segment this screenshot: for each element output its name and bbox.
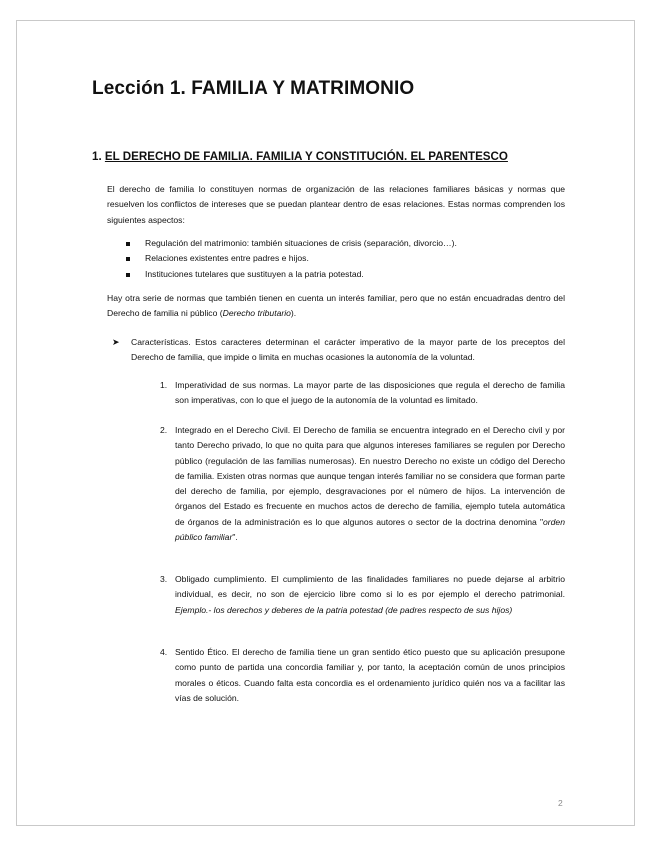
intro-paragraph: El derecho de familia lo constituyen normas de organización de las relaciones familiares básicas y normas que resuelven los conflictos de intereses que se puedan plantear dentro de esas relaciones. Estas normas comprenden los siguientes aspectos: xyxy=(107,184,565,225)
item-number: 3. xyxy=(160,574,168,584)
aspects-list xyxy=(126,236,457,282)
list-item: Relaciones existentes entre padres e hijos. xyxy=(126,251,457,266)
paragraph-other-norms xyxy=(107,291,565,322)
section-heading xyxy=(92,150,508,163)
item-number: 1. xyxy=(160,380,168,390)
item-text-body: Sentido Ético. El derecho de familia tiene un gran sentido ético puesto que su aplicación presupone como punto de partida una concordia familiar y, por tanto, la aceptación común de unos principios morales o éticos. Cuando falta esta concordia es el ordenamiento jurídico quién nos va a facilitar las vías de solución. xyxy=(175,647,565,703)
item-text xyxy=(175,423,565,545)
section-title: EL DERECHO DE FAMILIA. FAMILIA Y CONSTITUCIÓN. EL PARENTESCO xyxy=(104,150,508,163)
item-text-body: Obligado cumplimiento. El cumplimiento de las finalidades familiares no puede dejarse al arbitrio individual, es decir, no son de ejercicio libre como si lo es por ejemplo el derecho patrimonial. xyxy=(175,574,565,600)
paragraph-end: ). xyxy=(290,308,297,319)
page-title: Lección 1. FAMILIA Y MATRIMONIO xyxy=(92,78,415,99)
paragraph-text: Hay otra serie de normas que también tienen en cuenta un interés familiar, pero que no están encuadradas dentro del Derecho de familia ni público ( xyxy=(107,293,565,319)
item-number: 4. xyxy=(160,647,168,657)
list-item: Instituciones tutelares que sustituyen a la patria potestad. xyxy=(126,267,457,282)
item-number: 2. xyxy=(160,425,168,435)
arrow-bullet-icon: ➤ xyxy=(112,337,120,347)
item-text-italic: Ejemplo.- los derechos y deberes de la patria potestad (de padres respecto de sus hijos) xyxy=(175,604,513,615)
item-text-end: ". xyxy=(232,532,238,543)
item-text xyxy=(175,572,565,618)
item-text-italic: orden público familiar xyxy=(175,516,565,543)
item-text-body: Integrado en el Derecho Civil. El Derecho de familia se encuentra integrado en el Derecho civil y por tanto Derecho privado, lo que no quita para que algunos intereses familiares se regulen por Derecho público (regulación de las familias numerosas). En nuestro Derecho no existe un código del Derecho de familia. Existen otras normas que aunque tengan interés familiar no se considera que forman parte del derecho de familia, por ejemplo, desgravaciones por el número de hijos. La intervención de órganos del Estado es frecuente en muchos actos de derecho de familia, ejemplo tutela automática de órganos de la administración es lo que algunos autores o sector de la doctrina denomina " xyxy=(175,425,565,527)
paragraph-italic: Derecho tributario xyxy=(222,308,291,319)
list-item: Regulación del matrimonio: también situaciones de crisis (separación, divorcio…). xyxy=(126,236,457,251)
item-text xyxy=(175,378,565,409)
section-number: 1. xyxy=(92,150,102,163)
item-text-body: Imperatividad de sus normas. La mayor parte de las disposiciones que regula el derecho de familia son imperativas, con lo que el juego de la autonomía de la voluntad es limitado. xyxy=(175,380,565,406)
characteristics-text: Características. Estos caracteres determinan el carácter imperativo de la mayor parte de los preceptos del Derecho de familia, que impide o limita en muchas ocasiones la autonomía de la voluntad. xyxy=(131,337,565,363)
page-number: 2 xyxy=(558,798,563,808)
item-text xyxy=(175,645,565,706)
